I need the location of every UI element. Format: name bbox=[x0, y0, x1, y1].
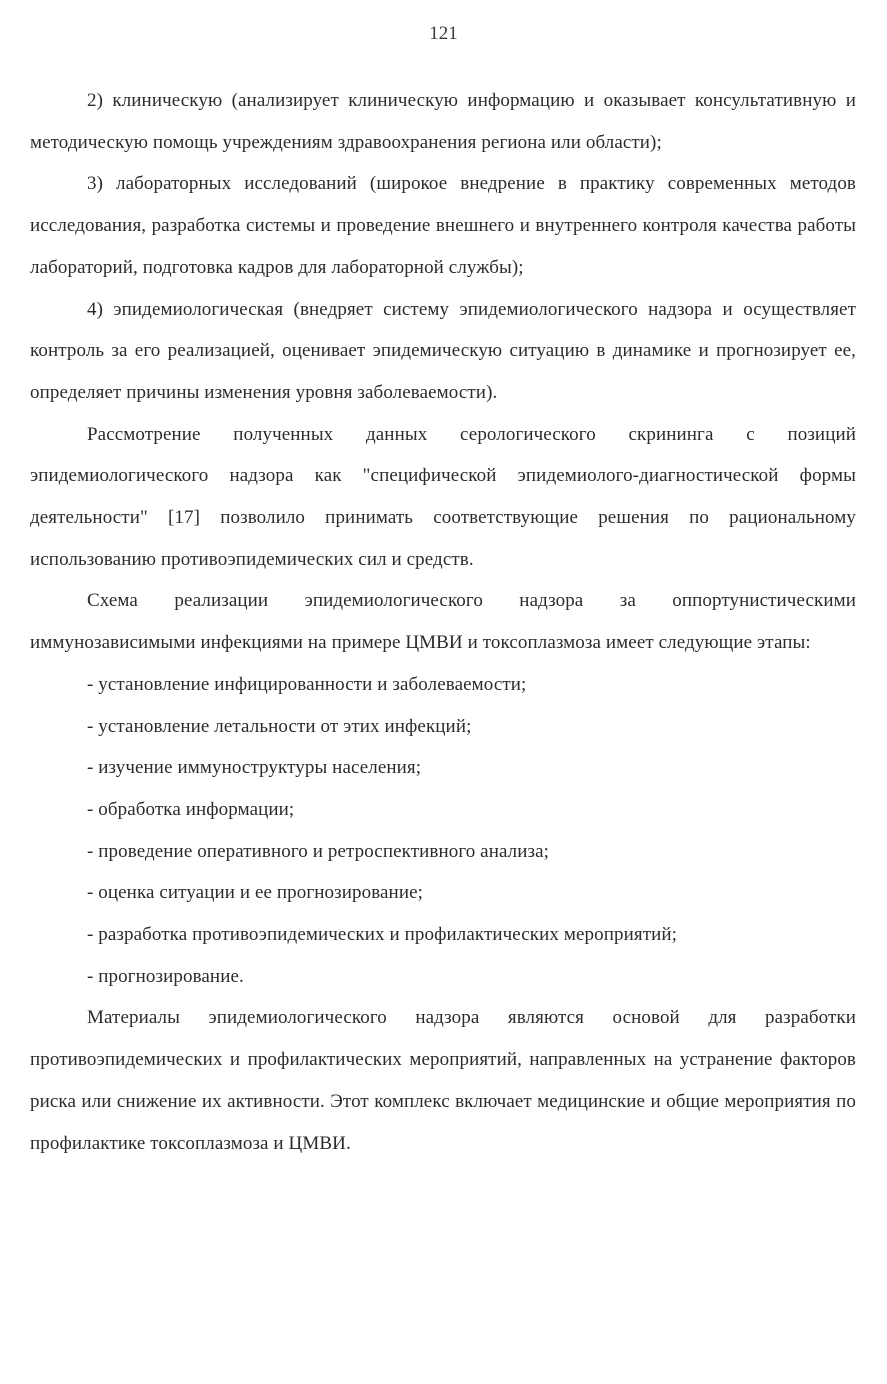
list-item: - прогнозирование. bbox=[87, 965, 244, 987]
paragraph-clinical: 2) клиническую (анализирует клиническую информацию и оказывает консультативную и методическую помощь учреждениям здравоохранения региона или области); bbox=[30, 90, 856, 153]
list-item: - обработка информации; bbox=[87, 798, 295, 820]
paragraph-serological-screening: Рассмотрение полученных данных серологического скрининга с позиций эпидемиологического надзора как "специфической эпидемиолого-диагностической формы деятельности" [17] позволило принимать соответствующие решения по рациональному использованию противоэпидемических сил и средств. bbox=[30, 423, 856, 570]
body-text bbox=[30, 80, 856, 1164]
list-item: - оценка ситуации и ее прогнозирование; bbox=[87, 882, 424, 904]
stages-list bbox=[30, 664, 856, 998]
paragraph-surveillance-scheme: Схема реализации эпидемиологического надзора за оппортунистическими иммунозависимыми инфекциями на примере ЦМВИ и токсоплазмоза имеет следующие этапы: bbox=[30, 590, 856, 654]
list-item: - установление летальности от этих инфекций; bbox=[87, 715, 472, 737]
list-item: - проведение оперативного и ретроспективного анализа; bbox=[87, 840, 550, 862]
list-item: - установление инфицированности и заболеваемости; bbox=[87, 673, 527, 695]
paragraph-laboratory: 3) лабораторных исследований (широкое внедрение в практику современных методов исследования, разработка системы и проведение внешнего и внутреннего контроля качества работы лабораторий, подготовка кадров для лабораторной службы); bbox=[30, 173, 856, 278]
page-number: 121 bbox=[429, 23, 458, 44]
list-item: - разработка противоэпидемических и профилактических мероприятий; bbox=[87, 924, 678, 946]
list-item: - изучение иммуноструктуры населения; bbox=[87, 757, 422, 779]
paragraph-epidemiological: 4) эпидемиологическая (внедряет систему эпидемиологического надзора и осуществляет контроль за его реализацией, оценивает эпидемическую ситуацию в динамике и прогнозирует ее, определяет причины изменения уровня заболеваемости). bbox=[30, 298, 856, 403]
paragraph-closing: Материалы эпидемиологического надзора являются основой для разработки противоэпидемических и профилактических мероприятий, направленных на устранение факторов риска или снижение их активности. Этот комплекс включает медицинские и общие мероприятия по профилактике токсоплазмоза и ЦМВИ. bbox=[30, 1007, 856, 1154]
